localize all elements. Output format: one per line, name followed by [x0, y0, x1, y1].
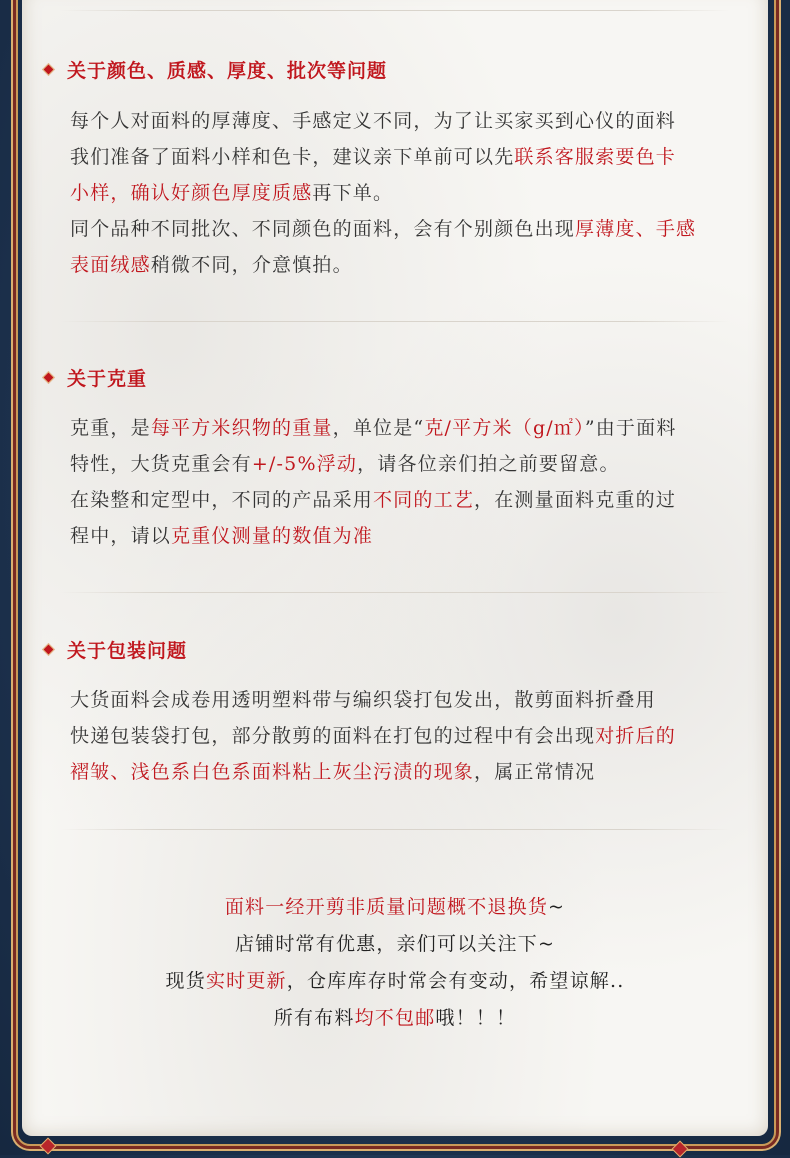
highlight-text: +/-5%浮动 [251, 453, 358, 475]
text-line [22, 926, 768, 963]
divider-3 [60, 829, 730, 830]
body-text: ，属正常情况 [474, 761, 596, 783]
text-line [70, 446, 740, 482]
text-line [22, 963, 768, 1000]
highlight-text: 均不包邮 [354, 1007, 436, 1029]
section-title-color [42, 56, 387, 83]
section-body-packaging [70, 682, 740, 790]
text-line [22, 889, 768, 926]
diamond-bullet-icon [42, 371, 55, 384]
body-text: 店铺时常有优惠，亲们可以关注下~ [234, 933, 556, 955]
highlight-text: 不同的工艺 [373, 489, 475, 511]
body-text: 所有布料 [273, 1007, 355, 1029]
text-line [22, 1000, 768, 1037]
highlight-text: 小样，确认好颜色厚度质感 [70, 182, 313, 204]
text-line [70, 410, 740, 446]
body-text: 在染整和定型中，不同的产品采用 [70, 489, 374, 511]
section-title-text: 关于包装问题 [67, 640, 188, 662]
section-title-weight [42, 364, 147, 391]
body-text: ”由于面料 [584, 417, 677, 439]
highlight-text: 实时更新 [205, 970, 287, 992]
text-line [70, 718, 740, 754]
body-text: ，仓库库存时常会有变动，希望谅解.. [286, 970, 625, 992]
divider-1 [60, 321, 730, 322]
diamond-bullet-icon [42, 63, 55, 76]
text-line [70, 482, 740, 518]
body-text: ，请各位亲们拍之前要留意。 [357, 453, 620, 475]
body-text: 程中，请以 [70, 525, 172, 547]
diamond-bullet-icon [42, 643, 55, 656]
text-line [70, 518, 740, 554]
highlight-text: 厚薄度、手感 [575, 218, 697, 240]
body-text: 快递包装袋打包，部分散剪的面料在打包的过程中有会出现 [70, 725, 596, 747]
section-title-packaging [42, 636, 187, 663]
highlight-text: 联系客服索要色卡 [514, 146, 677, 168]
text-line [70, 175, 740, 211]
text-line [70, 139, 740, 175]
section-title-text: 关于颜色、质感、厚度、批次等问题 [67, 60, 388, 82]
body-text: 哦！！！ [435, 1007, 517, 1029]
highlight-text: 表面绒感 [70, 254, 151, 276]
body-text: 大货面料会成卷用透明塑料带与编织袋打包发出，散剪面料折叠用 [70, 689, 656, 711]
divider-top [60, 10, 730, 11]
body-text: 同个品种不同批次、不同颜色的面料，会有个别颜色出现 [70, 218, 576, 240]
text-line [70, 247, 740, 283]
highlight-text: 褶皱、浅色系白色系面料粘上灰尘污渍的现象 [70, 761, 475, 783]
text-line [70, 211, 740, 247]
highlight-text: 面料一经开剪非质量问题概不退换货 [224, 896, 549, 918]
highlight-text: 每平方米织物的重量 [150, 417, 333, 439]
body-text: 克重，是 [70, 417, 151, 439]
highlight-text: 对折后的 [595, 725, 677, 747]
body-text: ，在测量面料克重的过 [474, 489, 677, 511]
body-text: 特性，大货克重会有 [70, 453, 252, 475]
text-line [70, 103, 740, 139]
divider-2 [60, 592, 730, 593]
body-text: ~ [548, 896, 566, 918]
footer-notice [22, 889, 768, 1037]
body-text: 稍微不同，介意慎拍。 [150, 254, 353, 276]
section-body-color [70, 103, 740, 283]
body-text: 每个人对面料的厚薄度、手感定义不同，为了让买家买到心仪的面料 [70, 110, 677, 132]
section-title-text: 关于克重 [67, 368, 148, 390]
body-text: ，单位是“ [332, 417, 425, 439]
highlight-text: 克/平方米（g/㎡） [424, 417, 585, 439]
body-text: 现货 [165, 970, 206, 992]
highlight-text: 克重仪测量的数值为准 [171, 525, 374, 547]
section-body-weight [70, 410, 740, 554]
text-line [70, 754, 740, 790]
text-line [70, 682, 740, 718]
body-text: 我们准备了面料小样和色卡，建议亲下单前可以先 [70, 146, 515, 168]
body-text: 再下单。 [312, 182, 394, 204]
